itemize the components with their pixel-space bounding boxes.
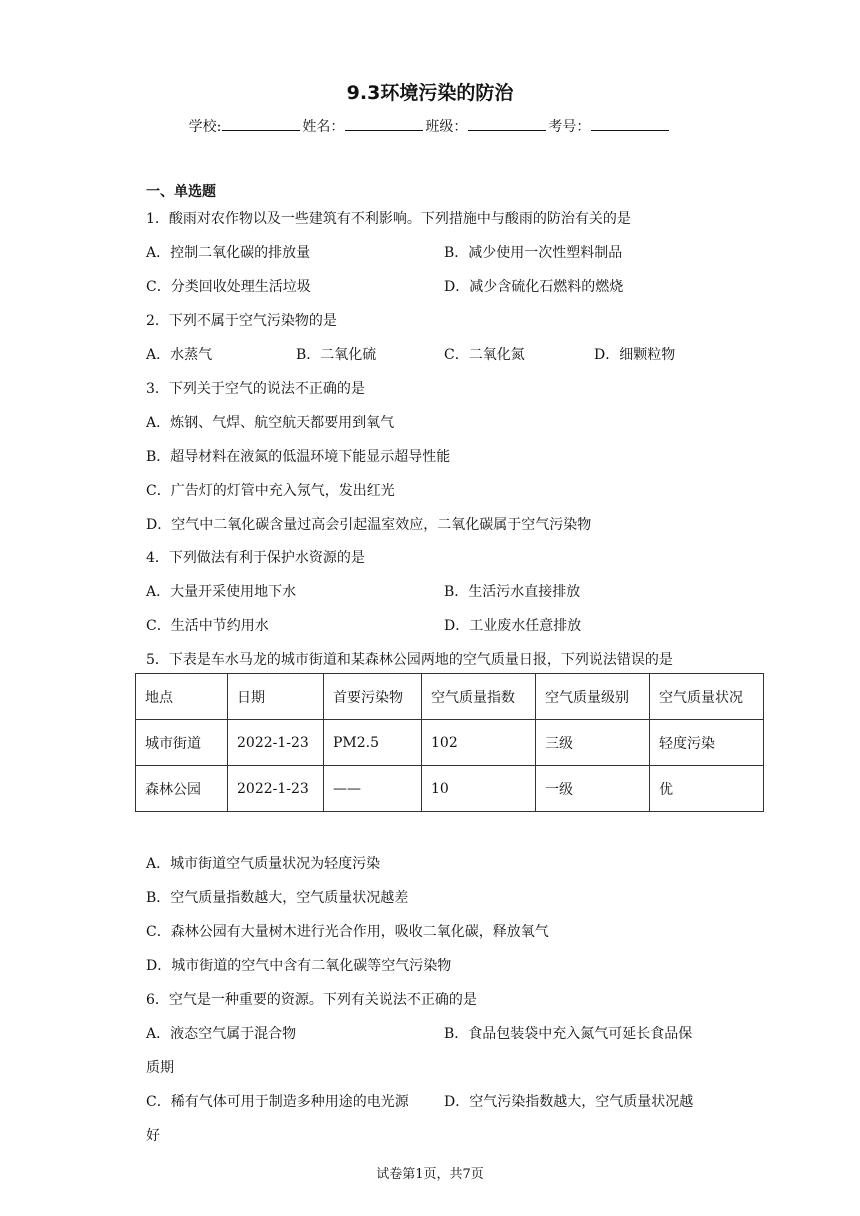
table-header-cell: 首要污染物 — [324, 674, 422, 720]
table-cell: 城市街道 — [136, 720, 228, 766]
question-3-option-d: D．空气中二氧化碳含量过高会引起温室效应，二氧化碳属于空气污染物 — [146, 517, 592, 533]
air-quality-table — [135, 673, 764, 812]
table-cell: 轻度污染 — [650, 720, 764, 766]
question-6-option-c: C．稀有气体可用于制造多种用途的电光源 — [146, 1094, 409, 1110]
table-cell: 优 — [650, 766, 764, 812]
section-heading: 一、单选题 — [146, 184, 216, 200]
question-6-option-b-continued: 质期 — [146, 1060, 174, 1076]
table-header-cell: 空气质量状况 — [650, 674, 764, 720]
question-5-option-c: C．森林公园有大量树木进行光合作用，吸收二氧化碳，释放氧气 — [146, 924, 549, 940]
question-5-option-a: A．城市街道空气质量状况为轻度污染 — [146, 856, 381, 872]
question-6-option-d: D．空气污染指数越大，空气质量状况越 — [444, 1094, 694, 1110]
table-cell: 2022-1-23 — [228, 720, 324, 766]
table-cell: 10 — [422, 766, 536, 812]
question-3-option-b: B．超导材料在液氮的低温环境下能显示超导性能 — [146, 449, 451, 465]
table-cell: PM2.5 — [324, 720, 422, 766]
table-row — [136, 720, 764, 766]
table-header-cell: 地点 — [136, 674, 228, 720]
question-6-option-d-continued: 好 — [146, 1128, 160, 1144]
question-2-option-c: C．二氧化氮 — [444, 347, 525, 363]
table-header-cell: 空气质量指数 — [422, 674, 536, 720]
school-label: 学校: — [188, 119, 222, 135]
table-header-cell: 空气质量级别 — [536, 674, 650, 720]
question-3-stem: 3．下列关于空气的说法不正确的是 — [146, 381, 365, 397]
table-cell: 102 — [422, 720, 536, 766]
table-cell: 三级 — [536, 720, 650, 766]
table-cell: —— — [324, 766, 422, 812]
question-4-stem: 4．下列做法有利于保护水资源的是 — [146, 550, 365, 566]
question-6-option-b: B．食品包装袋中充入氮气可延长食品保 — [444, 1026, 693, 1042]
question-2-option-d: D．细颗粒物 — [594, 347, 676, 363]
name-label: 姓名： — [302, 119, 345, 135]
exam-no-blank — [591, 116, 669, 131]
name-blank — [345, 116, 423, 131]
question-5-stem: 5．下表是车水马龙的城市街道和某森林公园两地的空气质量日报，下列说法错误的是 — [146, 652, 673, 668]
question-1-option-a: A．控制二氧化碳的排放量 — [146, 245, 311, 261]
page-title: 9.3环境污染的防治 — [346, 82, 514, 104]
question-5-option-d: D．城市街道的空气中含有二氧化碳等空气污染物 — [146, 958, 452, 974]
question-1-option-b: B．减少使用一次性塑料制品 — [444, 245, 623, 261]
question-4-option-c: C．生活中节约用水 — [146, 618, 269, 634]
table-header-row — [136, 674, 764, 720]
question-3-option-a: A．炼钢、气焊、航空航天都要用到氧气 — [146, 415, 395, 431]
question-2-stem: 2．下列不属于空气污染物的是 — [146, 313, 337, 329]
question-2-option-a: A．水蒸气 — [146, 347, 213, 363]
question-3-option-c: C．广告灯的灯管中充入氖气，发出红光 — [146, 483, 395, 499]
table-row — [136, 766, 764, 812]
question-4-option-b: B．生活污水直接排放 — [444, 584, 581, 600]
page-footer: 试卷第1页，共7页 — [376, 1167, 484, 1182]
question-4-option-a: A．大量开采使用地下水 — [146, 584, 297, 600]
question-6-stem: 6．空气是一种重要的资源。下列有关说法不正确的是 — [146, 992, 477, 1008]
table-header-cell: 日期 — [228, 674, 324, 720]
question-2-option-b: B．二氧化硫 — [296, 347, 377, 363]
exam-no-label: 考号： — [548, 119, 591, 135]
question-1-stem: 1．酸雨对农作物以及一些建筑有不利影响。下列措施中与酸雨的防治有关的是 — [146, 211, 631, 227]
question-1-option-d: D．减少含硫化石燃料的燃烧 — [444, 279, 624, 295]
question-6-option-a: A．液态空气属于混合物 — [146, 1026, 297, 1042]
question-5-option-b: B．空气质量指数越大，空气质量状况越差 — [146, 890, 409, 906]
question-4-option-d: D．工业废水任意排放 — [444, 618, 582, 634]
question-1-option-c: C．分类回收处理生活垃圾 — [146, 279, 311, 295]
table-cell: 森林公园 — [136, 766, 228, 812]
table-cell: 2022-1-23 — [228, 766, 324, 812]
class-label: 班级： — [425, 119, 468, 135]
class-blank — [468, 116, 546, 131]
school-blank — [222, 116, 300, 131]
table-cell: 一级 — [536, 766, 650, 812]
student-info-line — [0, 116, 860, 136]
